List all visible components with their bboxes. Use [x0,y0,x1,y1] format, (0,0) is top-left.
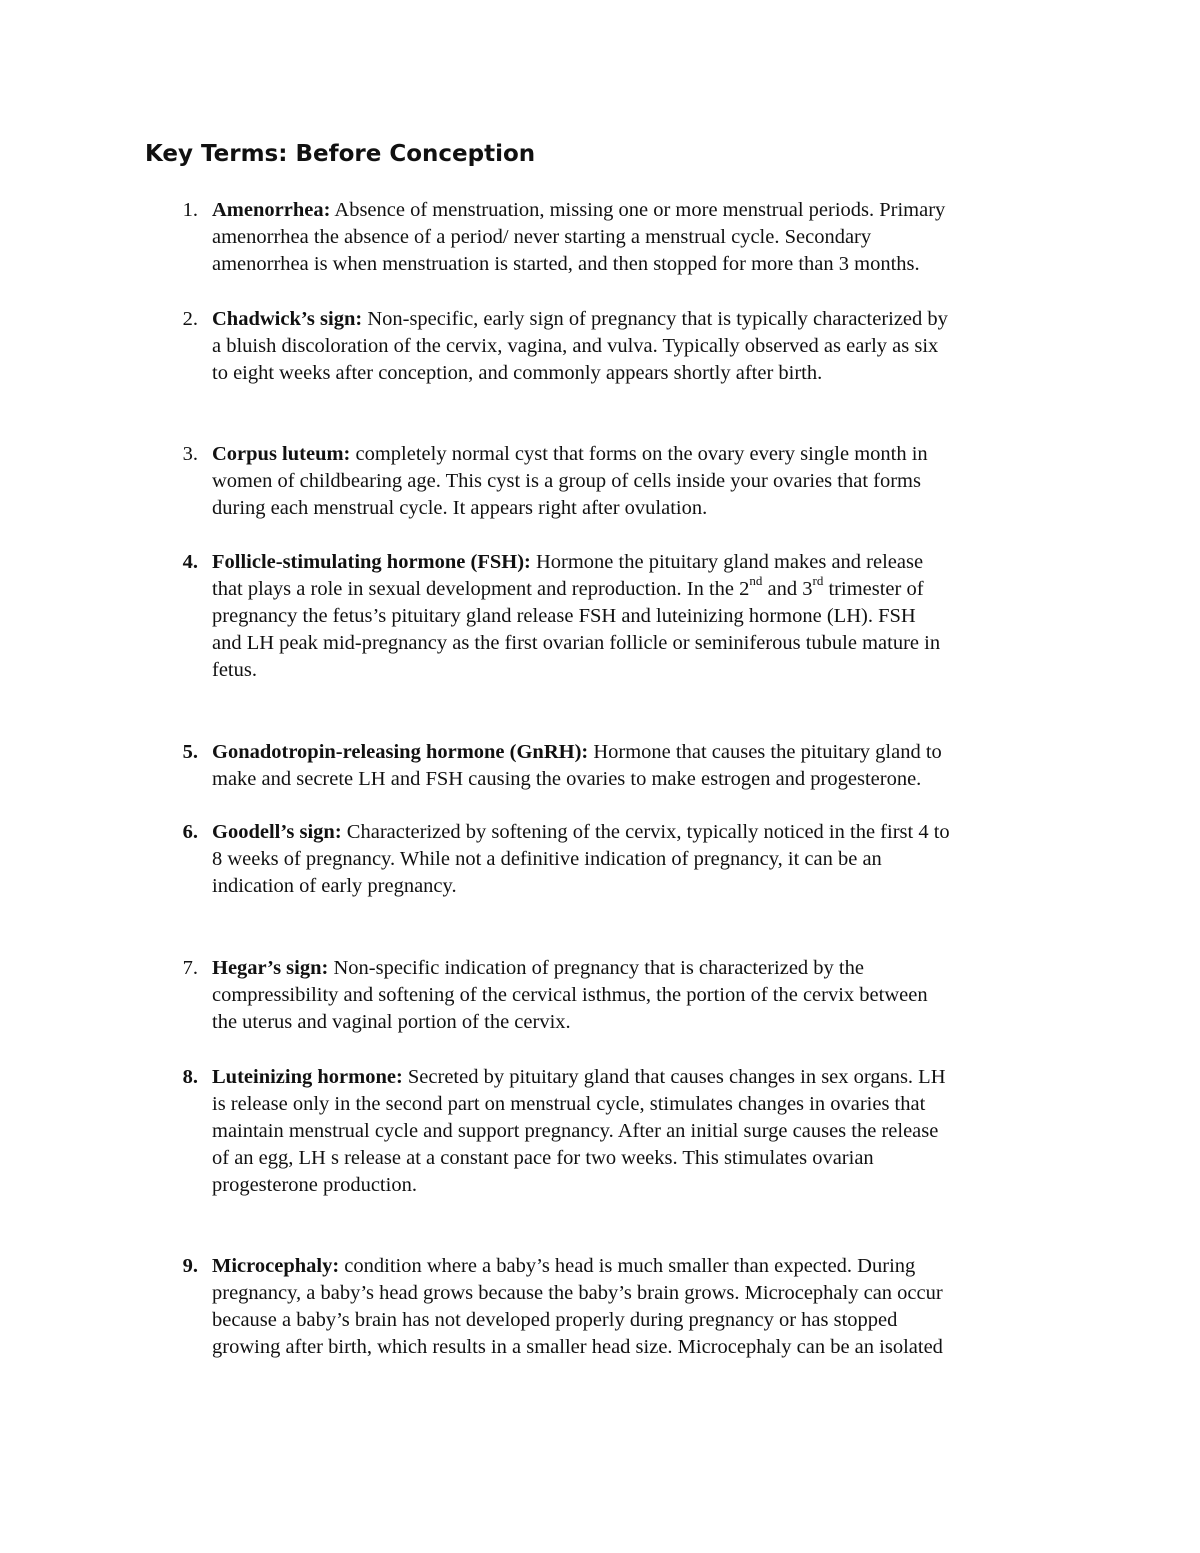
term-name: Amenorrhea: [212,199,331,221]
term-name: Corpus luteum: [212,443,351,465]
term-definition: Corpus luteum: completely normal cyst that forms on the ovary every single month in women of childbearing age. This cyst is a group of cells inside your ovaries that forms during each menstrual cycle. It appears right after ovulation. [212,443,928,519]
term-definition: Chadwick’s sign: Non-specific, early sign of pregnancy that is typically characterized by a bluish discoloration of the cervix, vagina, and vulva. Typically observed as early as six to eight weeks after conception, and commonly appears shortly after birth. [212,308,948,384]
term-name: Follicle-stimulating hormone (FSH): [212,551,531,573]
term-name: Chadwick’s sign: [212,308,363,330]
term-definition: Microcephaly: condition where a baby’s head is much smaller than expected. During pregnancy, a baby’s head grows because the baby’s brain grows. Microcephaly can occur because a baby’s brain has not developed properly during pregnancy or has stopped growing after birth, which results in a smaller head size. Microcephaly can be an isolated [212,1255,943,1358]
term-name: Microcephaly: [212,1255,340,1277]
term-definition: Goodell’s sign: Characterized by softening of the cervix, typically noticed in the first 4 to 8 weeks of pregnancy. While not a definitive indication of pregnancy, it can be an indication of early pregnancy. [212,821,950,897]
list-number: 2. [182,308,198,330]
list-number: 8. [182,1066,198,1088]
term-definition: Amenorrhea: Absence of menstruation, missing one or more menstrual periods. Primary amenorrhea the absence of a period/ never starting a menstrual cycle. Secondary amenorrhea is when menstruation is started, and then stopped for more than 3 months. [212,199,946,275]
list-number: 9. [182,1255,198,1277]
page-title: Key Terms: Before Conception [145,141,536,167]
list-number: 4. [182,551,198,573]
list-number: 1. [182,199,198,221]
list-number: 3. [182,443,198,465]
term-name: Goodell’s sign: [212,821,342,843]
term-definition: Gonadotropin-releasing hormone (GnRH): Hormone that causes the pituitary gland to make and secrete LH and FSH causing the ovaries to make estrogen and progesterone. [212,741,942,790]
term-name: Luteinizing hormone: [212,1066,403,1088]
term-definition: Luteinizing hormone: Secreted by pituitary gland that causes changes in sex organs. LH is release only in the second part on menstrual cycle, stimulates changes in ovaries that maintain menstrual cycle and support pregnancy. After an initial surge causes the release of an egg, LH s release at a constant pace for two weeks. This stimulates ovarian progesterone production. [212,1066,946,1196]
term-name: Gonadotropin-releasing hormone (GnRH): [212,741,589,763]
term-definition: Hegar’s sign: Non-specific indication of pregnancy that is characterized by the compressibility and softening of the cervical isthmus, the portion of the cervix between the uterus and vaginal portion of the cervix. [212,957,928,1033]
list-number: 6. [182,821,198,843]
list-number: 5. [182,741,198,763]
term-definition: Follicle-stimulating hormone (FSH): Hormone the pituitary gland makes and release that plays a role in sexual development and reproduction. In the 2nd and 3rd trimester of pregnancy the fetus’s pituitary gland release FSH and luteinizing hormone (LH). FSH and LH peak mid-pregnancy as the first ovarian follicle or seminiferous tubule mature in fetus. [212,551,941,681]
term-name: Hegar’s sign: [212,957,329,979]
list-number: 7. [182,957,198,979]
